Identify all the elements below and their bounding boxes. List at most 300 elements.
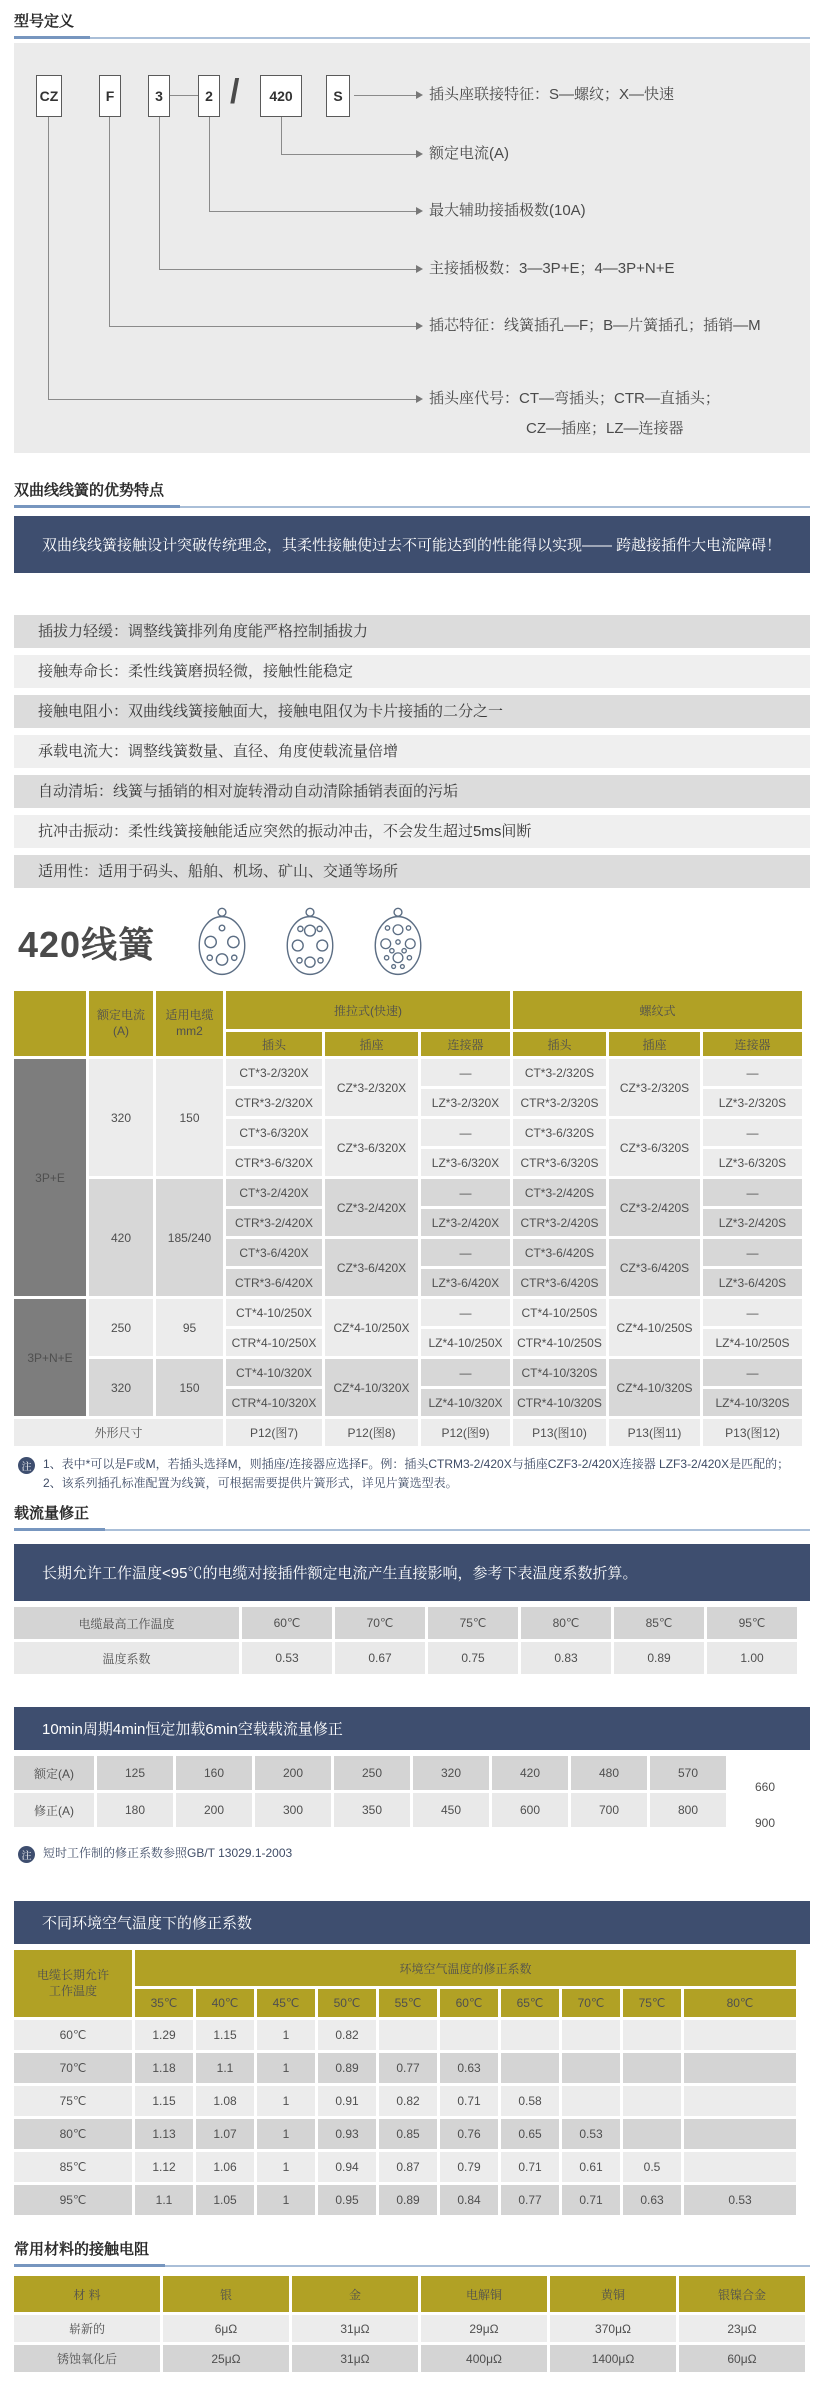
ambient-cell: 1.08 (196, 2086, 254, 2116)
ambient-cell: 0.91 (318, 2086, 376, 2116)
note-text: 短时工作制的修正系数参照GB/T 13029.1-2003 (43, 1846, 293, 1861)
ambient-cell: 1 (257, 2119, 315, 2149)
ambient-cell: 0.71 (501, 2152, 559, 2182)
spec-cell-plug-s: CT*4-10/320S (513, 1359, 606, 1386)
ambient-cell: 0.63 (623, 2185, 681, 2215)
material-cell: 6μΩ (163, 2315, 289, 2342)
material-cell: 23μΩ (679, 2315, 805, 2342)
table-row (14, 2185, 796, 2215)
row-label: 温度系数 (14, 1642, 239, 1674)
ambient-table (11, 1947, 799, 2218)
rating-cable: 150 (156, 1059, 223, 1176)
ambient-cell: 0.82 (318, 2020, 376, 2050)
ambient-cell: 1.06 (196, 2152, 254, 2182)
materials-header: 金 (292, 2276, 418, 2312)
model-code-diagram (14, 43, 810, 453)
spec-cell-plug-x: CTR*3-2/320X (226, 1089, 322, 1116)
ambient-cell: 0.5 (623, 2152, 681, 2182)
spec-table (11, 988, 805, 1449)
spec-cell-plug-x: CTR*3-6/420X (226, 1269, 322, 1296)
ambient-cell (562, 2053, 620, 2083)
spec-cell-conn-s: — (703, 1299, 802, 1326)
ambient-cell: 1 (257, 2020, 315, 2050)
ambient-row-label: 60℃ (14, 2020, 132, 2050)
ambient-cell: 0.89 (318, 2053, 376, 2083)
spec-cell-conn-x: — (421, 1119, 510, 1146)
code-box-2: 2 (198, 75, 220, 117)
code-label-aux-poles: 最大辅助接插极数(10A) (429, 202, 586, 219)
ambient-cell: 1.07 (196, 2119, 254, 2149)
connector-line (159, 269, 416, 270)
spec-cell-plug-s: CTR*4-10/250S (513, 1329, 606, 1356)
connector-face-diagram-4-10 (367, 900, 429, 984)
rated-cell: 125 (97, 1756, 173, 1790)
corrected-cell: 200 (176, 1793, 252, 1827)
coef-cell: 0.53 (242, 1642, 332, 1674)
section-title: 载流量修正 (14, 1502, 105, 1531)
ambient-cell: 1.29 (135, 2020, 193, 2050)
ambient-cell (684, 2020, 796, 2050)
section-header-advantages (14, 479, 810, 508)
rated-cell: 480 (571, 1756, 647, 1790)
product-title: 420线簧 (18, 923, 156, 965)
spec-cell-plug-x: CT*3-6/420X (226, 1239, 322, 1266)
connector-face-diagram-3-2 (191, 900, 253, 984)
spec-notes (18, 1455, 806, 1492)
feature-item: 插拔力轻缓：调整线簧排列角度能严格控制插拔力 (14, 615, 810, 648)
table-row (14, 2119, 796, 2149)
coef-cell: 1.00 (707, 1642, 797, 1674)
spec-cell-conn-s: — (703, 1059, 802, 1086)
spec-subheader-connector: 连接器 (421, 1032, 510, 1056)
connector-line (109, 117, 110, 327)
table-row (14, 2152, 796, 2182)
material-cell: 370μΩ (550, 2315, 676, 2342)
rated-extra-cell: 660 (754, 1780, 776, 1795)
table-row (14, 2086, 796, 2116)
corrected-cell: 350 (334, 1793, 410, 1827)
ambient-cell: 1 (257, 2152, 315, 2182)
code-label-main-poles: 主接插极数：3—3P+E；4—3P+N+E (429, 260, 675, 277)
note-text (43, 1455, 789, 1492)
rating-cable: 185/240 (156, 1179, 223, 1296)
section-header-model-definition (14, 10, 810, 39)
arrowhead-icon (416, 91, 423, 99)
spec-cell-socket-x: CZ*3-6/320X (325, 1119, 418, 1176)
ambient-cell (684, 2086, 796, 2116)
section-underline (180, 506, 810, 508)
ambient-cell: 1.1 (196, 2053, 254, 2083)
material-row-label: 锈蚀氧化后 (14, 2345, 160, 2372)
section-title: 型号定义 (14, 10, 90, 39)
spec-cell-plug-s: CT*3-6/420S (513, 1239, 606, 1266)
spec-row (14, 1059, 802, 1086)
code-box-3: 3 (148, 75, 170, 117)
spec-cell-socket-s: CZ*4-10/250S (609, 1299, 700, 1356)
product-title-row (14, 896, 810, 988)
table-row (14, 1756, 801, 1790)
ambient-cell (623, 2020, 681, 2050)
ambient-cell (501, 2053, 559, 2083)
ambient-cell: 1.15 (196, 2020, 254, 2050)
spec-cell-socket-s: CZ*3-2/320S (609, 1059, 700, 1116)
spec-cell-plug-x: CTR*3-6/320X (226, 1149, 322, 1176)
spec-cell-conn-x: — (421, 1059, 510, 1086)
ambient-col-temp: 40℃ (196, 1989, 254, 2017)
feature-item: 接触寿命长：柔性线簧磨损轻微，接触性能稳定 (14, 655, 810, 688)
ambient-cell: 0.94 (318, 2152, 376, 2182)
spec-cell-conn-x: — (421, 1239, 510, 1266)
ambient-col-temp: 45℃ (257, 1989, 315, 2017)
code-label-current: 额定电流(A) (429, 145, 509, 162)
ambient-row-label: 85℃ (14, 2152, 132, 2182)
spec-cell-plug-s: CT*3-6/320S (513, 1119, 606, 1146)
rating-cable: 95 (156, 1299, 223, 1356)
rating-current: 320 (89, 1359, 153, 1416)
spec-cell-socket-s: CZ*4-10/320S (609, 1359, 700, 1416)
ambient-banner: 不同环境空气温度下的修正系数 (14, 1901, 810, 1944)
feature-item: 自动清垢：线簧与插销的相对旋转滑动自动清除插销表面的污垢 (14, 775, 810, 808)
ambient-col-temp: 80℃ (684, 1989, 796, 2017)
temp-cell: 60℃ (242, 1607, 332, 1639)
spec-subheader-plug: 插头 (226, 1032, 322, 1056)
spec-cell-plug-x: CTR*4-10/320X (226, 1389, 322, 1416)
ambient-cell: 0.53 (562, 2119, 620, 2149)
ambient-col-temp: 50℃ (318, 1989, 376, 2017)
coef-cell: 0.67 (335, 1642, 425, 1674)
material-cell: 31μΩ (292, 2315, 418, 2342)
ambient-cell (684, 2053, 796, 2083)
ambient-cell: 0.84 (440, 2185, 498, 2215)
spec-cell-conn-x: — (421, 1179, 510, 1206)
connector-line (281, 117, 282, 155)
ambient-cell: 0.95 (318, 2185, 376, 2215)
ambient-cell (623, 2053, 681, 2083)
ambient-cell: 0.71 (440, 2086, 498, 2116)
spec-cell-conn-x: LZ*4-10/250X (421, 1329, 510, 1356)
spec-cell-socket-x: CZ*3-2/420X (325, 1179, 418, 1236)
spec-cell-plug-x: CTR*4-10/250X (226, 1329, 322, 1356)
ambient-cell (501, 2020, 559, 2050)
corrected-extra-cell: 900 (754, 1816, 776, 1828)
stagger-cell (729, 1756, 801, 1827)
material-cell: 25μΩ (163, 2345, 289, 2372)
header-line: mm2 (176, 1023, 203, 1038)
rated-cell: 570 (650, 1756, 726, 1790)
rating-cable: 150 (156, 1359, 223, 1416)
material-cell: 29μΩ (421, 2315, 547, 2342)
row-label: 电缆最高工作温度 (14, 1607, 239, 1639)
spec-cell-conn-s: LZ*3-2/320S (703, 1089, 802, 1116)
materials-header: 材 料 (14, 2276, 160, 2312)
ambient-cell: 0.93 (318, 2119, 376, 2149)
dimension-value: P12(图9) (421, 1419, 510, 1446)
ambient-cell (623, 2119, 681, 2149)
materials-header: 电解铜 (421, 2276, 547, 2312)
derating-temp-banner: 长期允许工作温度<95℃的电缆对接插件额定电流产生直接影响，参考下表温度系数折算。 (14, 1544, 810, 1601)
connector-face-diagrams (191, 900, 429, 984)
code-label-series-cont: CZ—插座；LZ—连接器 (526, 420, 684, 437)
spec-subheader-plug: 插头 (513, 1032, 606, 1056)
materials-table (11, 2273, 808, 2375)
rating-current: 320 (89, 1059, 153, 1176)
ambient-col-temp: 75℃ (623, 1989, 681, 2017)
group-cell-3pne: 3P+N+E (14, 1299, 86, 1416)
section-title: 常用材料的接触电阻 (14, 2238, 165, 2267)
ambient-cell: 0.79 (440, 2152, 498, 2182)
spec-cell-socket-x: CZ*4-10/320X (325, 1359, 418, 1416)
ambient-row-label: 70℃ (14, 2053, 132, 2083)
temp-cell: 85℃ (614, 1607, 704, 1639)
spec-cell-plug-x: CT*3-6/320X (226, 1119, 322, 1146)
dimension-value: P13(图11) (609, 1419, 700, 1446)
rated-cell: 420 (492, 1756, 568, 1790)
ambient-top-header: 环境空气温度的修正系数 (135, 1950, 796, 1986)
spacer (0, 573, 824, 615)
header-line: 适用电缆 (165, 1007, 214, 1022)
spec-cell-conn-x: — (421, 1359, 510, 1386)
advantages-banner: 双曲线线簧接触设计突破传统理念，其柔性接触使过去不可能达到的性能得以实现—— 跨越接插件大电流障碍！ (14, 516, 810, 573)
ambient-left-header (14, 1950, 132, 2017)
spec-cell-conn-s: LZ*3-2/420S (703, 1209, 802, 1236)
ambient-cell: 0.65 (501, 2119, 559, 2149)
temp-cell: 95℃ (707, 1607, 797, 1639)
code-dash-line (170, 95, 198, 96)
spec-cell-plug-s: CT*3-2/420S (513, 1179, 606, 1206)
dimension-value: P13(图10) (513, 1419, 606, 1446)
spec-header-current (89, 991, 153, 1056)
row-label: 额定(A) (14, 1756, 94, 1790)
ambient-row-label: 75℃ (14, 2086, 132, 2116)
header-line: 电缆长期允许 (36, 1968, 109, 1983)
ambient-cell: 0.85 (379, 2119, 437, 2149)
spec-cell-conn-x: — (421, 1299, 510, 1326)
spec-header-cable (156, 991, 223, 1056)
spec-cell-plug-s: CT*3-2/320S (513, 1059, 606, 1086)
material-cell: 60μΩ (679, 2345, 805, 2372)
dimension-row (14, 1419, 802, 1446)
section-header-derating (14, 1502, 810, 1531)
ambient-cell: 0.82 (379, 2086, 437, 2116)
spec-cell-plug-s: CT*4-10/250S (513, 1299, 606, 1326)
arrowhead-icon (416, 150, 423, 158)
spec-cell-socket-x: CZ*3-2/320X (325, 1059, 418, 1116)
ambient-cell: 1.12 (135, 2152, 193, 2182)
coef-cell: 0.75 (428, 1642, 518, 1674)
rated-cell: 160 (176, 1756, 252, 1790)
ambient-col-temp: 65℃ (501, 1989, 559, 2017)
table-row (14, 2315, 805, 2342)
spec-cell-conn-s: — (703, 1119, 802, 1146)
arrowhead-icon (416, 322, 423, 330)
code-label-series: 插头座代号：CT—弯插头；CTR—直插头； (429, 390, 720, 407)
spec-cell-conn-s: LZ*4-10/320S (703, 1389, 802, 1416)
ambient-col-temp: 70℃ (562, 1989, 620, 2017)
note-line: 2、该系列插孔标准配置为线簧，可根据需要提供片簧形式，详见片簧选型表。 (43, 1475, 458, 1490)
code-box-f: F (99, 75, 121, 117)
ambient-cell (623, 2086, 681, 2116)
connector-line (109, 326, 416, 327)
materials-header: 黄铜 (550, 2276, 676, 2312)
spec-cell-plug-s: CTR*3-2/320S (513, 1089, 606, 1116)
spec-cell-socket-x: CZ*3-6/420X (325, 1239, 418, 1296)
group-cell-3pe: 3P+E (14, 1059, 86, 1296)
material-cell: 31μΩ (292, 2345, 418, 2372)
ambient-cell: 0.76 (440, 2119, 498, 2149)
spec-cell-plug-s: CTR*4-10/320S (513, 1389, 606, 1416)
corrected-cell: 700 (571, 1793, 647, 1827)
ambient-cell: 0.71 (562, 2185, 620, 2215)
spec-cell-socket-x: CZ*4-10/250X (325, 1299, 418, 1356)
table-row (14, 2053, 796, 2083)
spec-header-push-pull: 推拉式(快速) (226, 991, 510, 1029)
spec-cell-conn-s: LZ*3-6/320S (703, 1149, 802, 1176)
table-row (14, 2020, 796, 2050)
derating-duty-banner: 10min周期4min恒定加载6min空载载流量修正 (14, 1707, 810, 1750)
rated-cell: 250 (334, 1756, 410, 1790)
section-underline (105, 1529, 810, 1531)
arrowhead-icon (416, 265, 423, 273)
ambient-row-label: 80℃ (14, 2119, 132, 2149)
spec-cell-conn-s: — (703, 1179, 802, 1206)
table-row (14, 2276, 805, 2312)
ambient-cell (440, 2020, 498, 2050)
table-row (14, 1607, 797, 1639)
spec-cell-conn-x: LZ*3-6/420X (421, 1269, 510, 1296)
spec-cell-conn-s: — (703, 1239, 802, 1266)
connector-face-diagram-3-6 (279, 900, 341, 984)
spec-cell-plug-x: CT*4-10/320X (226, 1359, 322, 1386)
arrowhead-icon (416, 207, 423, 215)
dimension-value: P12(图8) (325, 1419, 418, 1446)
spec-cell-conn-x: LZ*4-10/320X (421, 1389, 510, 1416)
bottom-spacer (0, 2375, 824, 2400)
corrected-cell: 800 (650, 1793, 726, 1827)
materials-header: 银 (163, 2276, 289, 2312)
ambient-cell: 1 (257, 2185, 315, 2215)
ambient-cell: 1 (257, 2053, 315, 2083)
ambient-cell: 0.58 (501, 2086, 559, 2116)
code-box-cz: CZ (36, 75, 62, 117)
spec-cell-conn-s: LZ*3-6/420S (703, 1269, 802, 1296)
ambient-cell (562, 2086, 620, 2116)
spec-cell-conn-x: LZ*3-2/320X (421, 1089, 510, 1116)
connector-line (48, 399, 416, 400)
coef-cell: 0.83 (521, 1642, 611, 1674)
ambient-cell: 1.18 (135, 2053, 193, 2083)
spec-row (14, 1299, 802, 1326)
spec-cell-plug-x: CTR*3-2/420X (226, 1209, 322, 1236)
spec-subheader-socket: 插座 (325, 1032, 418, 1056)
code-label-contact-type: 插芯特征：线簧插孔—F；B—片簧插孔；插销—M (429, 317, 761, 334)
spec-cell-conn-x: LZ*3-6/320X (421, 1149, 510, 1176)
section-underline (165, 2265, 810, 2267)
material-cell: 400μΩ (421, 2345, 547, 2372)
ambient-cell: 0.87 (379, 2152, 437, 2182)
connector-line (209, 117, 210, 212)
connector-line (48, 117, 49, 400)
spec-cell-socket-s: CZ*3-6/320S (609, 1119, 700, 1176)
ambient-cell: 1.05 (196, 2185, 254, 2215)
code-box-s: S (326, 75, 350, 117)
arrowhead-icon (416, 395, 423, 403)
spec-header-threaded: 螺纹式 (513, 991, 802, 1029)
header-line: (A) (113, 1023, 129, 1038)
ambient-cell (562, 2020, 620, 2050)
spec-cell-plug-x: CT*4-10/250X (226, 1299, 322, 1326)
section-header-materials (14, 2238, 810, 2267)
rating-current: 250 (89, 1299, 153, 1356)
feature-item: 接触电阻小：双曲线线簧接触面大，接触电阻仅为卡片接插的二分之一 (14, 695, 810, 728)
materials-header: 银镍合金 (679, 2276, 805, 2312)
ambient-row-label: 95℃ (14, 2185, 132, 2215)
ambient-cell: 0.63 (440, 2053, 498, 2083)
ambient-cell: 0.61 (562, 2152, 620, 2182)
ambient-cell (379, 2020, 437, 2050)
ambient-cell: 0.77 (379, 2053, 437, 2083)
row-label: 修正(A) (14, 1793, 94, 1827)
spec-subheader-socket: 插座 (609, 1032, 700, 1056)
spec-row (14, 1179, 802, 1206)
feature-item: 抗冲击振动：柔性线簧接触能适应突然的振动冲击，不会发生超过5ms间断 (14, 815, 810, 848)
ambient-cell: 1 (257, 2086, 315, 2116)
corrected-cell: 300 (255, 1793, 331, 1827)
rated-cell: 320 (413, 1756, 489, 1790)
spec-row (14, 1359, 802, 1386)
table-row (14, 1950, 796, 1986)
connector-line (281, 154, 416, 155)
header-line: 工作温度 (48, 1983, 97, 1998)
ambient-cell (684, 2152, 796, 2182)
ambient-col-temp: 35℃ (135, 1989, 193, 2017)
rated-cell: 200 (255, 1756, 331, 1790)
spec-cell-socket-s: CZ*3-6/420S (609, 1239, 700, 1296)
material-cell: 1400μΩ (550, 2345, 676, 2372)
ambient-cell (684, 2119, 796, 2149)
connector-line (159, 117, 160, 270)
spec-cell-conn-x: LZ*3-2/420X (421, 1209, 510, 1236)
ambient-cell: 1.15 (135, 2086, 193, 2116)
spec-cell-conn-s: — (703, 1359, 802, 1386)
connector-line (354, 95, 416, 96)
ambient-cell: 0.89 (379, 2185, 437, 2215)
ambient-col-temp: 60℃ (440, 1989, 498, 2017)
coef-cell: 0.89 (614, 1642, 704, 1674)
ambient-cell: 0.53 (684, 2185, 796, 2215)
ambient-cell: 1.1 (135, 2185, 193, 2215)
section-underline (90, 37, 810, 39)
dimension-value: P12(图7) (226, 1419, 322, 1446)
temp-cell: 80℃ (521, 1607, 611, 1639)
derating-note (18, 1844, 806, 1863)
spec-cell-plug-s: CTR*3-6/420S (513, 1269, 606, 1296)
table-row (14, 2345, 805, 2372)
duty-cycle-table (11, 1753, 804, 1830)
section-title: 双曲线线簧的优势特点 (14, 479, 180, 508)
connector-line (209, 211, 416, 212)
corrected-cell: 450 (413, 1793, 489, 1827)
header-line: 额定电流 (96, 1007, 145, 1022)
dimension-label: 外形尺寸 (14, 1419, 223, 1446)
rating-current: 420 (89, 1179, 153, 1296)
spec-cell-conn-s: LZ*4-10/250S (703, 1329, 802, 1356)
feature-item: 承载电流大：调整线簧数量、直径、角度使载流量倍增 (14, 735, 810, 768)
spec-cell-plug-x: CT*3-2/320X (226, 1059, 322, 1086)
spec-cell-plug-s: CTR*3-2/420S (513, 1209, 606, 1236)
ambient-cell: 0.77 (501, 2185, 559, 2215)
code-slash: / (230, 73, 240, 111)
spec-cell-plug-s: CTR*3-6/320S (513, 1149, 606, 1176)
